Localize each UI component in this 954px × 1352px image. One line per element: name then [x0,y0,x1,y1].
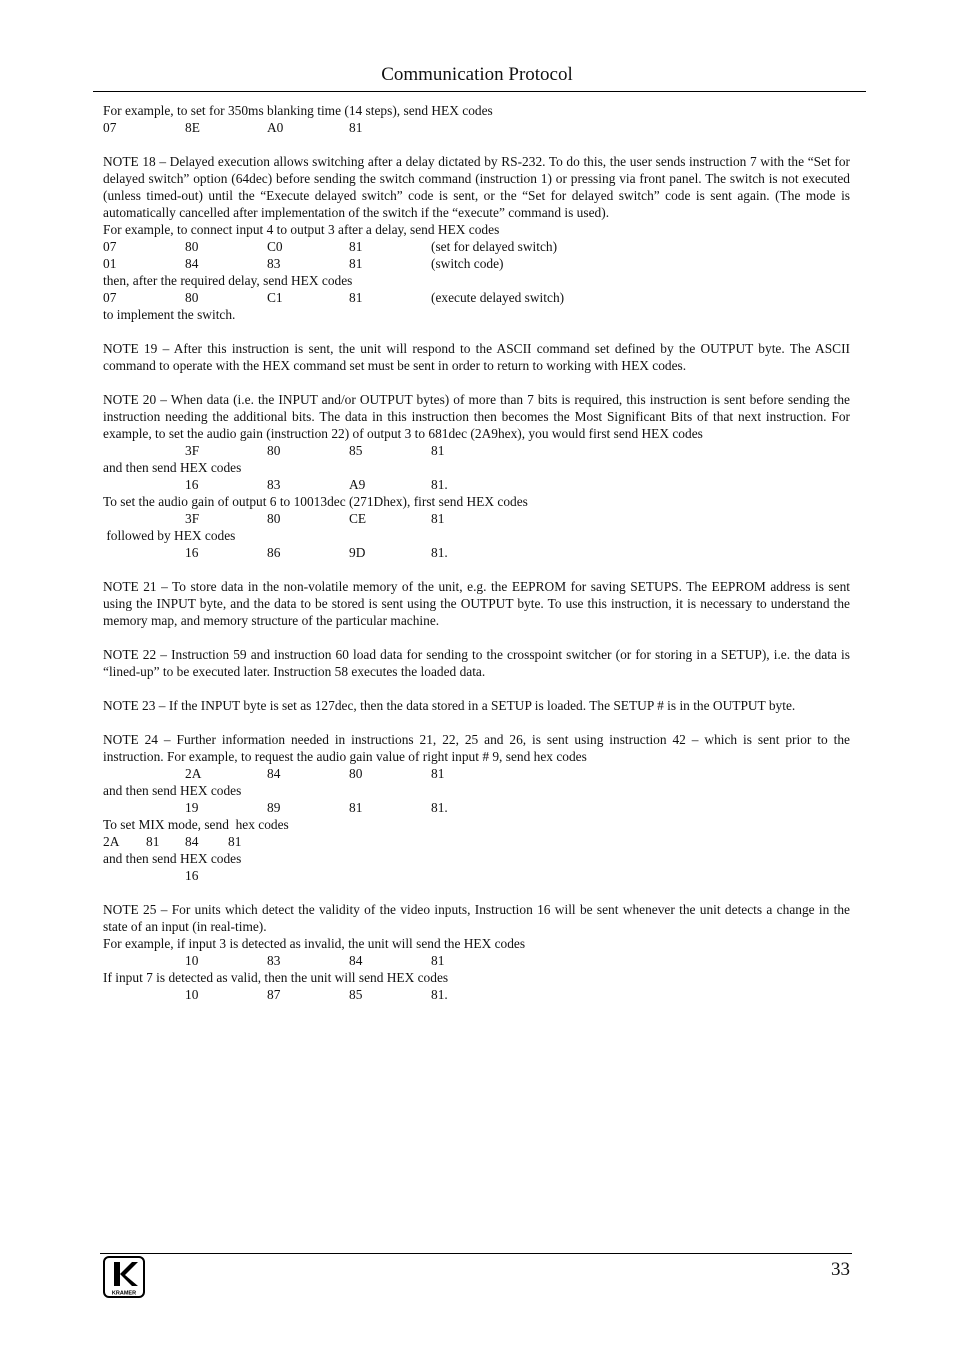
hex-code: 83 [267,256,281,271]
hex-code: 16 [185,545,199,560]
hex-code-comment: (set for delayed switch) [431,239,558,254]
hex-code: 81 [431,511,445,526]
note-18-then: then, after the required delay, send HEX codes [103,273,353,288]
document-body [103,102,850,1003]
hex-code-comment: (execute delayed switch) [431,290,565,305]
hex-code-row [103,289,850,306]
hex-code: 84 [185,834,199,849]
note-23-text: NOTE 23 – If the INPUT byte is set as 127dec, then the data stored in a SETUP is loaded. The SETUP # is in the OUTPUT byte. [103,698,796,713]
note-24-then2: and then send HEX codes [103,851,242,866]
logo-text: KRAMER [111,1290,137,1297]
note-19-text: NOTE 19 – After this instruction is sent, the unit will respond to the ASCII command set defined by the OUTPUT byte. The ASCII command to operate with the HEX command set must be sent in order to return to working with HEX codes. [103,341,850,373]
page-header-title: Communication Protocol [381,64,573,85]
hex-code: 80 [185,290,199,305]
hex-code: 07 [103,290,117,305]
hex-code-row [103,799,850,816]
hex-code-row [103,255,850,272]
note-25-example-2: If input 7 is detected as valid, then the unit will send HEX codes [103,970,449,985]
hex-code: 3F [185,511,200,526]
hex-code: 19 [185,800,199,815]
note-25-text: NOTE 25 – For units which detect the validity of the video inputs, Instruction 16 will be sent whenever the unit detects a change in the state of an input (in real-time). [103,902,850,934]
hex-code: 81 [146,834,160,849]
hex-code-row [103,510,850,527]
hex-code: 81. [431,545,448,560]
hex-code-row [103,765,850,782]
hex-code-row [103,952,850,969]
hex-code: 84 [349,953,363,968]
hex-code: 85 [349,443,363,458]
note-18-example: For example, to connect input 4 to output 3 after a delay, send HEX codes [103,222,500,237]
note-18-end: to implement the switch. [103,307,236,322]
hex-code-row [103,986,850,1003]
hex-code: 07 [103,120,117,135]
hex-code-row [103,476,850,493]
footer-divider [100,1253,852,1254]
note-22-text: NOTE 22 – Instruction 59 and instruction 60 load data for sending to the crosspoint switcher (or for storing in a SETUP), i.e. the data is “lined-up” to be executed later. Instruction 58 executes the loaded data. [103,647,850,679]
hex-code: 85 [349,987,363,1002]
hex-code: C0 [267,239,283,254]
hex-code: 81 [431,443,445,458]
hex-code: 2A [103,834,120,849]
hex-code: 81 [228,834,242,849]
hex-code: 89 [267,800,281,815]
hex-code: 81 [349,800,363,815]
hex-code: 10 [185,953,199,968]
hex-code-row [103,833,850,850]
hex-code: 81 [349,290,363,305]
page-number: 33 [831,1259,850,1280]
note-20-followed: followed by HEX codes [103,528,236,543]
note-21-text: NOTE 21 – To store data in the non-volatile memory of the unit, e.g. the EEPROM for saving SETUPS. The EEPROM address is sent using the INPUT byte, and the data to be stored is sent using the OUTPUT byte. To use this instruction, it is necessary to understand the memory map, and memory structure of the particular machine. [103,579,850,628]
hex-code: CE [349,511,367,526]
hex-code: 87 [267,987,281,1002]
hex-code: 80 [185,239,199,254]
hex-code: 84 [185,256,199,271]
header-divider [93,91,866,92]
hex-code: 10 [185,987,199,1002]
hex-code: C1 [267,290,283,305]
hex-code-row [103,119,850,136]
hex-code: 9D [349,545,366,560]
hex-code-row [103,544,850,561]
note-24-text: NOTE 24 – Further information needed in instructions 21, 22, 25 and 26, is sent using instruction 42 – which is sent prior to the instruction. For example, to request the audio gain value of right input # 9, send hex codes [103,732,850,764]
hex-code: 81. [431,477,448,492]
hex-code: 81. [431,800,448,815]
kramer-logo-icon [103,1256,145,1298]
hex-code: 8E [185,120,200,135]
note-20-text: NOTE 20 – When data (i.e. the INPUT and/or OUTPUT bytes) of more than 7 bits is required, this instruction is sent before sending the instruction needing the additional bits. The data in this instruction then becomes the Most Significant Bits of that next instruction. For example, to set the audio gain (instruction 22) of output 3 to 681dec (2A9hex), you would first send HEX codes [103,392,850,441]
hex-code: 81 [349,256,363,271]
hex-code-row [103,238,850,255]
note-20-second: To set the audio gain of output 6 to 10013dec (271Dhex), first send HEX codes [103,494,528,509]
hex-code: 80 [349,766,363,781]
note-24-mix: To set MIX mode, send hex codes [103,817,289,832]
hex-code: A0 [267,120,284,135]
hex-code: 2A [185,766,202,781]
hex-code: 16 [185,868,199,883]
hex-code: 81 [431,766,445,781]
hex-code-row [103,867,850,884]
hex-code: A9 [349,477,366,492]
hex-code: 83 [267,477,281,492]
hex-code: 81 [349,120,363,135]
note-24-then: and then send HEX codes [103,783,242,798]
note-18-text: NOTE 18 – Delayed execution allows switching after a delay dictated by RS-232. To do this, the user sends instruction 7 with the “Set for delayed switch” option (64dec) before sending the switch command (instruction 1) or pressing via front panel. The switch is not executed (unless timed-out) until the “Execute delayed switch” code is sent, or the “Set for delayed switch” code is sent again. (The mode is automatically cancelled after implementation of the switch if the “execute” command is used). [103,154,850,220]
intro-text: For example, to set for 350ms blanking time (14 steps), send HEX codes [103,103,493,118]
hex-code: 01 [103,256,117,271]
hex-code: 80 [267,443,281,458]
hex-code: 3F [185,443,200,458]
hex-code: 16 [185,477,199,492]
hex-code: 07 [103,239,117,254]
hex-code-comment: (switch code) [431,256,504,271]
hex-code: 84 [267,766,281,781]
note-25-example-1: For example, if input 3 is detected as invalid, the unit will send the HEX codes [103,936,526,951]
hex-code: 86 [267,545,281,560]
hex-code: 80 [267,511,281,526]
hex-code: 81 [349,239,363,254]
hex-code: 81 [431,953,445,968]
hex-code: 81. [431,987,448,1002]
hex-code-row [103,442,850,459]
kramer-logo [103,1256,145,1298]
note-20-then: and then send HEX codes [103,460,242,475]
hex-code: 83 [267,953,281,968]
